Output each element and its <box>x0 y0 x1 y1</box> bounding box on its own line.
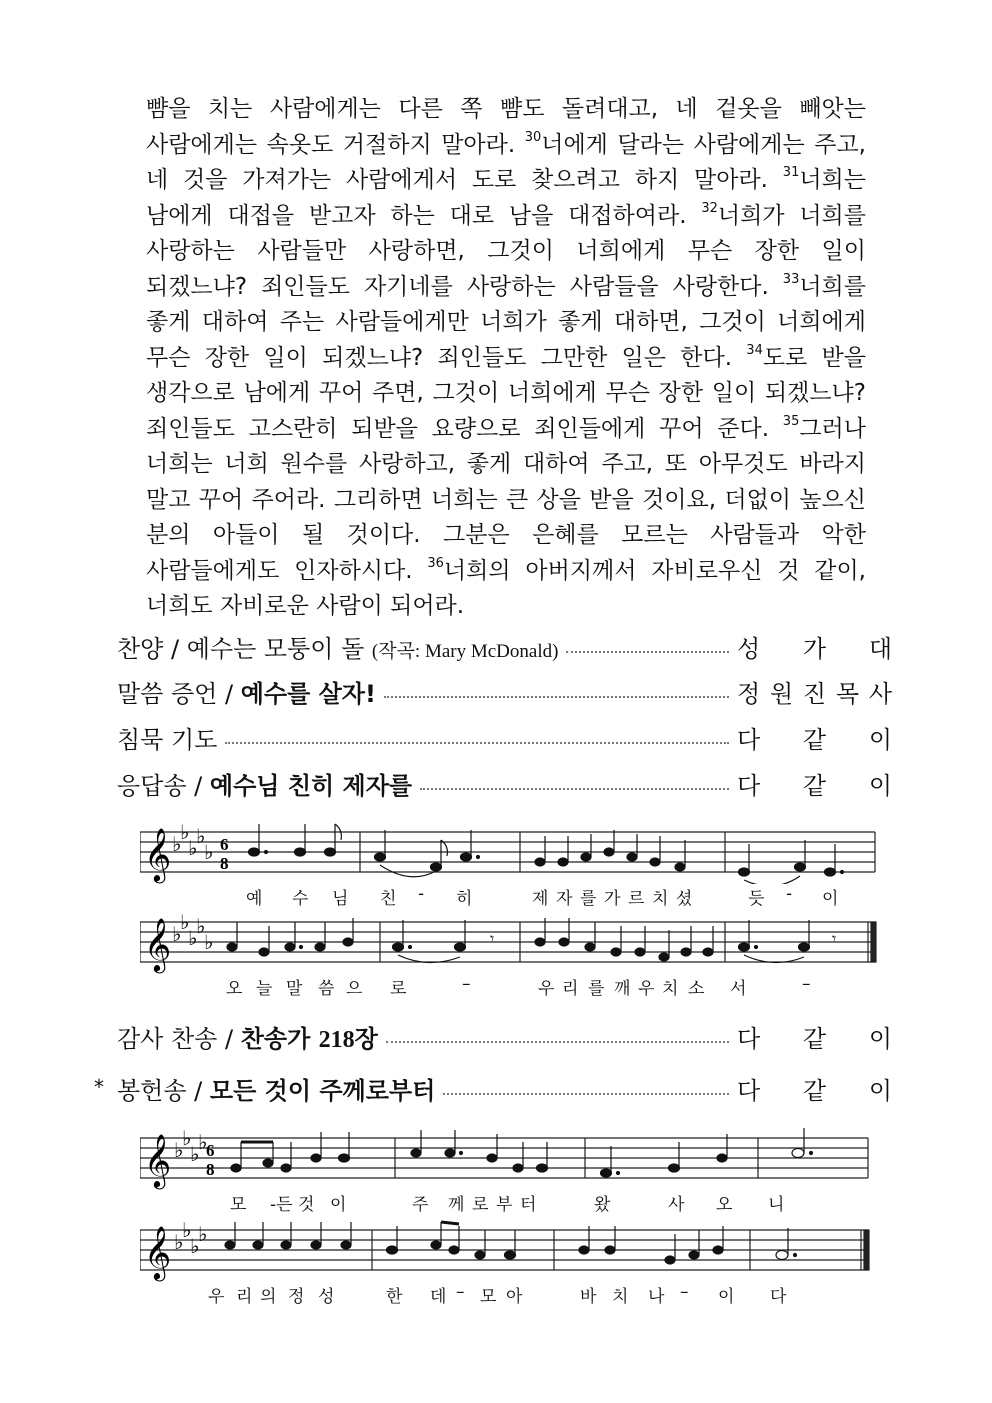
lyric-syllable: 사 <box>668 1195 685 1215</box>
lyric-syllable: 를 <box>580 889 597 909</box>
offering-label: 봉헌송 / <box>117 1076 210 1105</box>
order-row-hymn <box>117 626 892 666</box>
order-row-thanks <box>117 1016 892 1056</box>
scripture-line <box>146 128 866 164</box>
time-sig-bottom: 8 <box>206 1160 215 1179</box>
sermon-title: 예수를 살자! <box>240 679 376 708</box>
offering-lyrics-1 <box>0 1190 992 1214</box>
scripture-text: 말고 꾸어 주어라. 그리하면 너희는 큰 상을 받을 것이요, 더없이 높으신 <box>146 486 866 513</box>
lyric-syllable: 제 <box>532 889 549 909</box>
scripture-passage <box>146 92 866 625</box>
scripture-line <box>146 305 866 341</box>
verse-number: 35 <box>782 413 800 429</box>
lyric-syllable: - <box>418 884 425 904</box>
lyric-syllable: 늘 <box>256 979 273 999</box>
offering-staff-1 <box>140 1126 880 1190</box>
lyric-syllable: 니 <box>768 1195 785 1215</box>
lyric-syllable: 깨 <box>614 979 631 999</box>
scripture-text: 너희는 너희 원수를 사랑하고, 좋게 대하여 주고, 또 아무것도 바라지 <box>146 451 866 477</box>
response-lyrics-2 <box>0 974 992 998</box>
thanks-hymn-number: 218 <box>318 1026 355 1053</box>
scripture-line <box>146 589 866 625</box>
scripture-line <box>146 447 866 483</box>
notes <box>227 918 836 963</box>
thanks-title-suffix: 장 <box>354 1024 378 1053</box>
svg-text:♭: ♭ <box>204 840 214 864</box>
scripture-line <box>146 483 866 519</box>
lyric-syllable: – <box>802 974 811 994</box>
lyric-syllable: 서 <box>730 979 747 999</box>
response-who: 다 같 이 <box>737 771 892 800</box>
treble-clef-icon: 𝄞 <box>144 1133 172 1187</box>
key-signature-flats <box>174 1218 207 1258</box>
lyric-syllable: 께 <box>448 1195 465 1215</box>
leader-dots <box>384 696 729 698</box>
scripture-text: 되겠느냐? 죄인들도 자기네를 사랑하는 사람들을 사랑한다. <box>146 273 783 300</box>
lyric-syllable: 오 <box>226 979 243 999</box>
scripture-text: 도로 받을 <box>762 344 866 371</box>
lyric-syllable: 치 <box>652 889 669 909</box>
scripture-line <box>146 163 866 199</box>
lyric-syllable: 친 <box>380 889 397 909</box>
svg-text:♭: ♭ <box>188 926 198 950</box>
lyric-syllable: 다 <box>770 1287 787 1307</box>
lyric-syllable: 를 <box>588 979 605 999</box>
scripture-text: 너희의 아버지께서 자비로우신 것 같이, <box>443 557 866 584</box>
offering-lyrics-2 <box>0 1282 992 1306</box>
scripture-line <box>146 234 866 270</box>
hymn-performer: 성 가 대 <box>737 634 892 663</box>
scripture-text: 좋게 대하여 주는 사람들에게만 너희가 좋게 대하면, 그것이 너희에게 <box>146 309 866 335</box>
verse-number: 32 <box>701 200 718 216</box>
lyric-syllable: 리 <box>562 979 579 999</box>
treble-clef-icon: 𝄞 <box>144 1225 172 1279</box>
lyric-syllable: 데 <box>430 1287 447 1307</box>
scripture-text: 사람에게는 속옷도 거절하지 말아라. <box>146 131 525 158</box>
lyric-syllable: 수 <box>292 889 309 909</box>
scripture-line <box>146 412 866 448</box>
scripture-text: 사랑하는 사람들만 사랑하면, 그것이 너희에게 무슨 장한 일이 <box>146 238 866 264</box>
svg-text:𝄾: 𝄾 <box>832 929 837 948</box>
svg-text:♭: ♭ <box>182 1218 192 1242</box>
lyric-syllable: 로 <box>390 979 407 999</box>
lyric-syllable: 이 <box>718 1287 735 1307</box>
leader-dots <box>420 788 729 790</box>
lyric-syllable: 치 <box>662 979 679 999</box>
lyric-syllable: 성 <box>318 1287 335 1307</box>
leader-dots <box>566 651 729 653</box>
lyric-syllable: 이 <box>822 889 839 909</box>
lyric-syllable: - <box>786 884 793 904</box>
response-staff-1 <box>140 820 880 884</box>
verse-number: 30 <box>524 129 542 145</box>
lyric-syllable: 리 <box>236 1287 253 1307</box>
lyric-syllable: 씀 <box>318 979 335 999</box>
hymn-note: (작곡: Mary McDonald) <box>371 640 559 662</box>
svg-text:♭: ♭ <box>180 910 190 934</box>
lyric-syllable: 주 <box>412 1195 429 1215</box>
scripture-text: 너희를 <box>799 273 866 300</box>
notes <box>225 1222 797 1264</box>
scripture-text: 남에게 대접을 받고자 하는 대로 남을 대접하여라. <box>146 202 702 229</box>
scripture-line <box>146 199 866 235</box>
scripture-text: 너희는 <box>799 167 866 193</box>
thanks-title: 찬송가 <box>240 1024 319 1053</box>
lyric-syllable: 것 <box>298 1195 315 1215</box>
lyric-syllable: 자 <box>556 889 573 909</box>
notes <box>249 824 844 884</box>
lyric-syllable: 님 <box>332 889 349 909</box>
key-signature-flats <box>174 1126 207 1166</box>
scripture-text: 분의 아들이 될 것이다. 그분은 은혜를 모르는 사람들과 악한 <box>146 522 866 548</box>
svg-text:♭: ♭ <box>172 832 182 856</box>
offering-staff-2 <box>140 1218 880 1282</box>
verse-number: 36 <box>427 555 444 571</box>
scripture-text: 죄인들도 고스란히 되받을 요량으로 죄인들에게 꾸어 준다. <box>146 415 783 442</box>
lyric-syllable: 소 <box>688 979 705 999</box>
order-row-prayer <box>117 717 892 757</box>
lyric-syllable: – <box>456 1282 465 1302</box>
svg-text:♭: ♭ <box>182 1126 192 1150</box>
scripture-text: 생각으로 남에게 꾸어 주면, 그것이 너희에게 무슨 장한 일이 되겠느냐? <box>146 380 866 406</box>
lyric-syllable: 르 <box>628 889 645 909</box>
svg-text:♭: ♭ <box>190 1234 200 1258</box>
lyric-syllable: – <box>462 974 471 994</box>
order-row-response <box>117 763 892 803</box>
standing-asterisk: * <box>94 1075 104 1099</box>
scripture-line <box>146 376 866 412</box>
lyric-syllable: 한 <box>386 1287 403 1307</box>
verse-number: 34 <box>746 342 763 358</box>
offering-title: 모든 것이 주께로부터 <box>209 1076 436 1105</box>
time-sig-top: 6 <box>206 1141 215 1160</box>
scripture-text: 너에게 달라는 사람에게는 주고, <box>541 131 866 158</box>
lyric-syllable: 왔 <box>594 1195 611 1215</box>
svg-text:♭: ♭ <box>198 1222 208 1246</box>
lyric-syllable: 터 <box>520 1195 537 1215</box>
svg-text:♭: ♭ <box>196 824 206 848</box>
time-sig-bottom: 8 <box>220 854 229 873</box>
lyric-syllable: 예 <box>246 889 263 909</box>
lyric-syllable: 모 <box>230 1195 247 1215</box>
order-row-sermon <box>117 671 892 711</box>
sermon-preacher: 정 원 진 목 사 <box>737 679 892 708</box>
svg-text:♭: ♭ <box>172 922 182 946</box>
verse-number: 31 <box>782 165 800 181</box>
lyric-syllable: 의 <box>260 1287 277 1307</box>
lyric-syllable: 가 <box>604 889 621 909</box>
response-staff-2 <box>140 910 880 974</box>
leader-dots <box>443 1093 729 1095</box>
svg-text:♭: ♭ <box>174 1138 184 1162</box>
leader-dots <box>386 1041 729 1043</box>
order-row-offering <box>117 1068 892 1108</box>
scripture-line <box>146 518 866 554</box>
treble-clef-icon: 𝄞 <box>144 827 172 881</box>
scripture-line <box>146 554 866 590</box>
svg-text:♭: ♭ <box>188 836 198 860</box>
svg-text:♭: ♭ <box>174 1230 184 1254</box>
key-signature-flats <box>172 820 213 864</box>
lyric-syllable: 치 <box>612 1287 629 1307</box>
svg-text:𝄾: 𝄾 <box>490 929 495 948</box>
scripture-text: 사람들에게도 인자하시다. <box>146 557 428 584</box>
notes <box>231 1128 813 1177</box>
lyric-syllable: 말 <box>286 979 303 999</box>
response-label: 응답송 / <box>117 771 210 800</box>
scripture-text: 네 것을 가져가는 사람에게서 도로 찾으려고 하지 말아라. <box>146 167 783 193</box>
lyric-syllable: 정 <box>288 1287 305 1307</box>
verse-number: 33 <box>782 271 800 287</box>
prayer-label: 침묵 기도 <box>117 725 218 754</box>
lyric-syllable: 바 <box>580 1287 597 1307</box>
lyric-syllable: 히 <box>456 889 473 909</box>
svg-text:♭: ♭ <box>180 820 190 844</box>
scripture-text: 너희도 자비로운 사람이 되어라. <box>146 593 465 619</box>
lyric-syllable: 듯 <box>748 889 765 909</box>
lyric-syllable: 오 <box>716 1195 733 1215</box>
prayer-who: 다 같 이 <box>737 725 892 754</box>
hymn-label: 찬양 / 예수는 모퉁이 돌 <box>117 634 372 663</box>
svg-text:♭: ♭ <box>204 930 214 954</box>
lyric-syllable: 셨 <box>676 889 693 909</box>
time-sig-top: 6 <box>220 835 229 854</box>
scripture-text: 그러나 <box>799 415 866 442</box>
svg-text:♭: ♭ <box>198 1130 208 1154</box>
scripture-line <box>146 92 866 128</box>
lyric-syllable: – <box>680 1282 689 1302</box>
response-lyrics-1 <box>0 884 992 908</box>
thanks-who: 다 같 이 <box>737 1024 892 1053</box>
lyric-syllable: 우 <box>638 979 655 999</box>
svg-text:♭: ♭ <box>190 1142 200 1166</box>
lyric-syllable: 나 <box>648 1287 665 1307</box>
lyric-syllable: 우 <box>538 979 555 999</box>
lyric-syllable: 로 <box>472 1195 489 1215</box>
treble-clef-icon: 𝄞 <box>144 917 172 971</box>
offering-who: 다 같 이 <box>737 1076 892 1105</box>
svg-text:♭: ♭ <box>196 914 206 938</box>
lyric-syllable: 으 <box>346 979 363 999</box>
lyric-syllable: 이 <box>330 1195 347 1215</box>
scripture-line <box>146 341 866 377</box>
key-signature-flats <box>172 910 213 954</box>
leader-dots <box>225 742 729 744</box>
lyric-syllable: 부 <box>496 1195 513 1215</box>
lyric-syllable: 우 <box>208 1287 225 1307</box>
lyric-syllable: 아 <box>506 1287 523 1307</box>
thanks-label: 감사 찬송 / <box>117 1024 241 1053</box>
scripture-text: 무슨 장한 일이 되겠느냐? 죄인들도 그만한 일은 한다. <box>146 344 747 371</box>
lyric-syllable: -든 <box>270 1195 293 1215</box>
lyric-syllable: 모 <box>480 1287 497 1307</box>
sermon-label: 말씀 증언 / <box>117 679 241 708</box>
scripture-line <box>146 270 866 306</box>
scripture-text: 너희가 너희를 <box>717 202 866 229</box>
scripture-text: 뺨을 치는 사람에게는 다른 쪽 뺨도 돌려대고, 네 겉옷을 빼앗는 <box>146 96 866 122</box>
response-title: 예수님 친히 제자를 <box>209 771 413 800</box>
